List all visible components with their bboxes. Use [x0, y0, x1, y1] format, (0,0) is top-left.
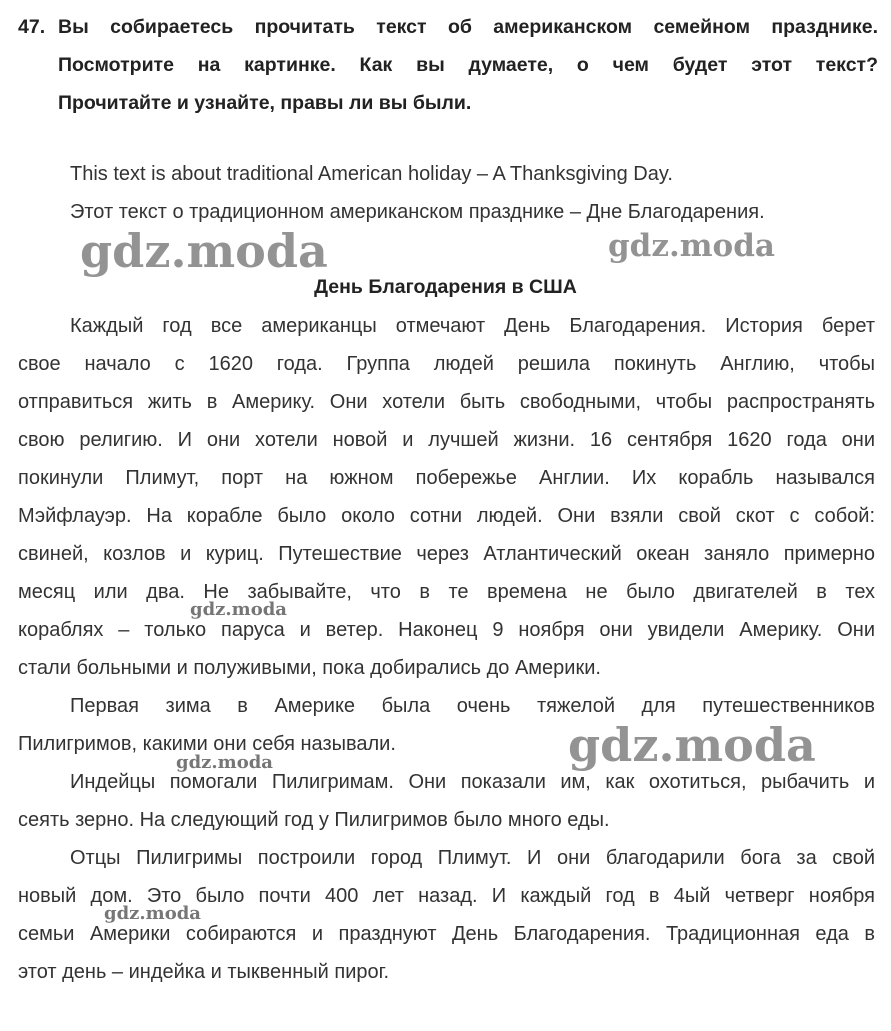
paragraph-line: месяц или два. Не забывайте, что в те времена не было двигателей в тех [18, 581, 875, 603]
task-number: 47. [18, 16, 46, 38]
answer-russian: Этот текст о традиционном американском празднике – Дне Благодарения. [70, 201, 765, 223]
paragraph-line: свою религию. И они хотели новой и лучшей жизни. 16 сентября 1620 года они [18, 429, 875, 451]
task-text-line: Прочитайте и узнайте, правы ли вы были. [58, 92, 472, 114]
reading-text [18, 307, 875, 991]
task-line [18, 84, 878, 122]
watermark: gdz.moda [190, 599, 287, 620]
watermark: gdz.moda [608, 228, 775, 264]
paragraph-line: свое начало с 1620 года. Группа людей решила покинуть Англию, чтобы [18, 353, 875, 375]
task-prompt [18, 8, 878, 122]
paragraph-line: Мэйфлауэр. На корабле было около сотни людей. Они взяли свой скот с собой: [18, 505, 875, 527]
watermark: gdz.moda [104, 903, 201, 924]
paragraph-line: покинули Плимут, порт на южном побережье Англии. Их корабль назывался [18, 467, 875, 489]
paragraph-line: Индейцы помогали Пилигримам. Они показали им, как охотиться, рыбачить и [70, 771, 875, 793]
task-line [18, 46, 878, 84]
task-line [18, 8, 878, 46]
task-text-line: Посмотрите на картинке. Как вы думаете, о чем будет этот текст? [58, 54, 878, 76]
paragraph-line: Первая зима в Америке была очень тяжелой для путешественников [70, 695, 875, 717]
watermark: gdz.moda [568, 718, 816, 772]
paragraph-line: кораблях – только паруса и ветер. Наконец 9 ноября они увидели Америку. Они [18, 619, 875, 641]
paragraph-line: сеять зерно. На следующий год у Пилигримов было много еды. [18, 809, 610, 831]
watermark: gdz.moda [176, 752, 273, 773]
answer-english: This text is about traditional American holiday – A Thanksgiving Day. [70, 163, 673, 185]
paragraph-line: Отцы Пилигримы построили город Плимут. И они благодарили бога за свой [70, 847, 875, 869]
task-text-line: Вы собираетесь прочитать текст об американском семейном празднике. [58, 16, 878, 38]
paragraph-line: Каждый год все американцы отмечают День Благодарения. История берет [70, 315, 875, 337]
paragraph-line: отправиться жить в Америку. Они хотели быть свободными, чтобы распространять [18, 391, 875, 413]
text-title: День Благодарения в США [314, 276, 577, 298]
paragraph-line: Пилигримов, какими они себя называли. [18, 733, 396, 755]
paragraph-line: стали больными и полуживыми, пока добирались до Америки. [18, 657, 601, 679]
paragraph-line: новый дом. Это было почти 400 лет назад. И каждый год в 4ый четверг ноября [18, 885, 875, 907]
paragraph-line: семьи Америки собираются и празднуют День Благодарения. Традиционная еда в [18, 923, 875, 945]
paragraph-line: этот день – индейка и тыквенный пирог. [18, 961, 390, 983]
watermark: gdz.moda [80, 224, 328, 278]
paragraph-line: свиней, козлов и куриц. Путешествие через Атлантический океан заняло примерно [18, 543, 875, 565]
